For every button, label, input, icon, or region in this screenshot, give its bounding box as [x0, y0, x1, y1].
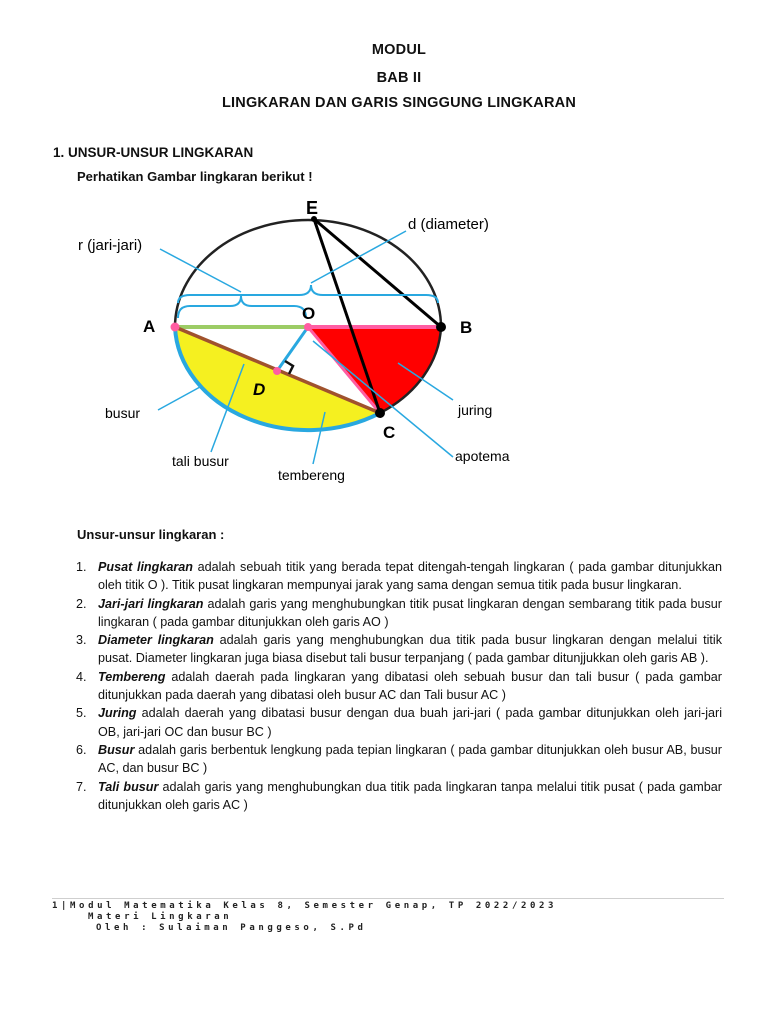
footer-line-author: Oleh : Sulaiman Panggeso, S.Pd: [96, 923, 367, 933]
footer-line-module: 1|Modul Matematika Kelas 8, Semester Genap, TP 2022/2023: [52, 901, 558, 911]
point-o: [304, 323, 312, 331]
label-apotema: apotema: [455, 448, 510, 464]
item-term: Juring: [98, 706, 137, 721]
item-number: 3.: [76, 633, 87, 648]
chapter-title: BAB II: [376, 70, 422, 86]
list-item: [76, 668, 722, 705]
brace-radius: [178, 296, 306, 318]
footer-line-topic: Materi Lingkaran: [88, 912, 233, 922]
item-term: Busur: [98, 742, 135, 757]
section-intro: Perhatikan Gambar lingkaran berikut !: [77, 169, 313, 184]
elements-list: [76, 558, 722, 814]
list-item: [76, 704, 722, 741]
label-d: D: [253, 380, 266, 399]
item-term: Jari-jari lingkaran: [98, 596, 204, 611]
list-item: [76, 558, 722, 595]
item-number: 7.: [76, 779, 87, 794]
label-b: B: [460, 318, 473, 337]
label-a: A: [143, 317, 156, 336]
label-c: C: [383, 423, 396, 442]
page-footer: [52, 898, 724, 934]
pointer-radius: [160, 249, 241, 292]
item-text: adalah garis berbentuk lengkung pada tepian lingkaran ( pada gambar ditunjukkan oleh busur AB, busur AC, dan busur BC ): [98, 742, 722, 776]
item-number: 1.: [76, 560, 87, 574]
label-juring: juring: [458, 402, 493, 418]
item-term: Tali busur: [98, 779, 159, 794]
item-text: adalah sebuah titik yang berada tepat ditengah-tengah lingkaran ( pada gambar ditunjukkan oleh titik O ). Titik pusat lingkaran mempunyai jarak yang sama dengan semua titik pada busur lingkaran.: [98, 560, 722, 593]
point-d: [273, 367, 281, 375]
pointer-diameter: [311, 231, 406, 283]
module-title: MODUL: [371, 42, 427, 58]
label-tembereng: tembereng: [278, 467, 345, 483]
point-c: [375, 408, 385, 418]
point-a: [171, 323, 180, 332]
point-b: [436, 322, 446, 332]
list-item: [76, 631, 722, 668]
list-heading: Unsur-unsur lingkaran :: [77, 527, 225, 542]
item-number: 5.: [76, 706, 87, 721]
item-text: adalah daerah pada lingkaran yang dibatasi oleh sebuah busur dan tali busur ( pada gambar ditunjukkan pada daerah yang dibatasi oleh busur AC dan Tali busur AC ): [98, 669, 722, 703]
item-number: 2.: [76, 596, 87, 611]
chapter-subtitle: LINGKARAN DAN GARIS SINGGUNG LINGKARAN: [222, 95, 576, 111]
list-item: [76, 778, 722, 815]
label-tali-busur: tali busur: [172, 453, 229, 469]
list-item: [76, 595, 722, 632]
label-e: E: [306, 198, 319, 218]
label-o: O: [302, 304, 316, 323]
list-item: [76, 741, 722, 778]
label-busur: busur: [105, 405, 141, 421]
item-number: 4.: [76, 669, 87, 684]
brace-diameter: [178, 285, 438, 303]
item-text: adalah garis yang menghubungkan dua titik pada busur lingkaran dengan melalui titik pusat. Diameter lingkaran juga biasa disebut tali busur terpanjang ( pada gambar ditunjjukkan oleh garis AB ).: [98, 633, 722, 666]
circle-diagram: [0, 190, 768, 500]
section-heading: 1. UNSUR-UNSUR LINGKARAN: [53, 145, 254, 160]
label-radius: r (jari-jari): [78, 237, 143, 254]
pointer-busur: [158, 387, 200, 410]
item-text: adalah garis yang menghubungkan titik pusat lingkaran dengan sembarang titik pada busur lingkaran ( pada gambar ditunjukkan oleh garis AO ): [98, 596, 722, 629]
item-text: adalah garis yang menghubungkan dua titik pada lingkaran tanpa melalui titik pusat ( pada gambar ditunjukkan oleh garis AC ): [98, 779, 722, 812]
item-term: Pusat lingkaran: [98, 560, 193, 574]
item-number: 6.: [76, 742, 87, 757]
item-term: Tembereng: [98, 669, 166, 684]
label-diameter: d (diameter): [408, 216, 489, 233]
item-term: Diameter lingkaran: [98, 633, 214, 648]
item-text: adalah daerah yang dibatasi busur dengan dua buah jari-jari ( pada gambar ditunjukkan oleh jari-jari OB, jari-jari OC dan busur BC ): [98, 706, 722, 739]
